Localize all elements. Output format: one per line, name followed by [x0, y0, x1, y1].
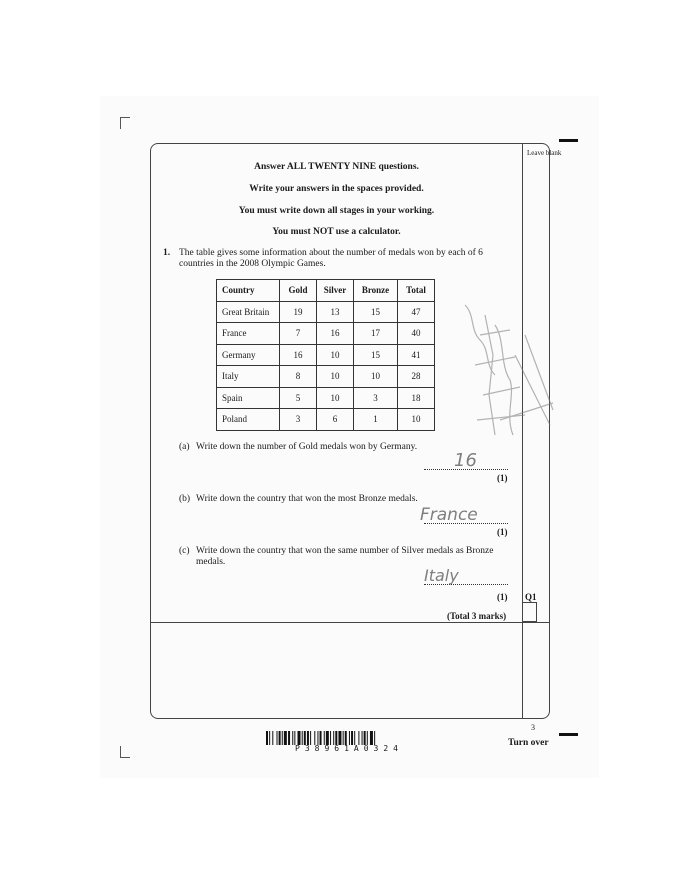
barcode-bar [330, 731, 331, 745]
barcode-bar [304, 731, 306, 745]
barcode-text: P38961A0324 [295, 744, 403, 753]
registration-mark-bottom [559, 733, 578, 736]
table-cell: 19 [280, 301, 317, 323]
crop-mark-bottom-left [120, 746, 130, 758]
table-cell: 16 [317, 323, 354, 345]
table-cell: 16 [280, 344, 317, 366]
medals-table [216, 279, 435, 431]
part-b-mark: (1) [497, 527, 508, 537]
table-cell: 10 [354, 366, 398, 388]
barcode [266, 731, 432, 745]
part-b-question: Write down the country that won the most Bronze medals. [196, 494, 418, 504]
barcode-bar [302, 731, 303, 745]
instruction-3: You must write down all stages in your working. [238, 206, 435, 216]
barcode-bar [351, 731, 353, 745]
part-a-answer-line [424, 469, 508, 470]
barcode-bar [358, 731, 359, 745]
barcode-bar [294, 731, 295, 745]
part-c-answer: Italy [424, 566, 459, 585]
table-cell: 1 [354, 409, 398, 431]
instruction-4: You must NOT use a calculator. [272, 227, 401, 237]
part-c-mark: (1) [497, 592, 508, 602]
table-cell: 6 [317, 409, 354, 431]
part-c-label: (c) [179, 546, 190, 556]
part-b-text [179, 494, 524, 505]
barcode-bar [292, 731, 293, 745]
part-b-label: (b) [179, 494, 191, 504]
table-row [217, 387, 435, 409]
barcode-bar [266, 731, 268, 745]
table-row [217, 301, 435, 323]
table-cell: 13 [317, 301, 354, 323]
table-cell: Poland [217, 409, 280, 431]
table-cell: 15 [354, 301, 398, 323]
table-cell: 10 [317, 344, 354, 366]
barcode-bar [345, 731, 347, 745]
barcode-bar [367, 731, 368, 745]
barcode-bar [354, 731, 355, 745]
table-cell: 3 [280, 409, 317, 431]
part-c-question: Write down the country that won the same number of Silver medals as Bronze [196, 546, 494, 556]
question-mark-box [523, 602, 537, 622]
table-cell: 10 [317, 366, 354, 388]
question-id-label: Q1 [525, 592, 537, 602]
table-row [217, 344, 435, 366]
barcode-bar [310, 731, 311, 745]
part-a-label: (a) [179, 442, 190, 452]
part-c-question-continued: medals. [196, 557, 226, 567]
barcode-bar [277, 731, 278, 745]
table-cell: Great Britain [217, 301, 280, 323]
table-cell: Italy [217, 366, 280, 388]
table-cell: 10 [398, 409, 435, 431]
barcode-bar [288, 731, 290, 745]
part-b-answer: France [420, 505, 478, 525]
table-row [217, 366, 435, 388]
question-text: The table gives some information about the number of medals won by each of 6 countries in the 2008 Olympic Games. [179, 248, 483, 269]
crop-mark-top-left [120, 117, 130, 129]
barcode-bar [272, 731, 273, 745]
table-header: Bronze [354, 280, 398, 302]
table-cell: 47 [398, 301, 435, 323]
barcode-bar [324, 731, 325, 745]
part-c-answer-line [424, 584, 508, 585]
barcode-bar [317, 731, 318, 745]
question-number: 1. [163, 248, 171, 258]
table-cell: France [217, 323, 280, 345]
part-a-mark: (1) [497, 473, 508, 483]
barcode-bar [335, 731, 337, 745]
table-cell: 5 [280, 387, 317, 409]
total-marks: (Total 3 marks) [447, 611, 507, 621]
table-header: Gold [280, 280, 317, 302]
barcode-bar [326, 731, 329, 745]
barcode-bar [364, 731, 366, 745]
instruction-2: Write your answers in the spaces provided. [249, 184, 424, 194]
table-cell: 41 [398, 344, 435, 366]
turn-over-label: Turn over [508, 738, 549, 748]
table-cell: 28 [398, 366, 435, 388]
table-cell: 3 [354, 387, 398, 409]
barcode-bar [314, 731, 315, 745]
table-header: Country [217, 280, 280, 302]
table-header-row [217, 280, 435, 302]
table-cell: 7 [280, 323, 317, 345]
table-header: Total [398, 280, 435, 302]
table-cell: 40 [398, 323, 435, 345]
barcode-bar [320, 731, 322, 745]
barcode-bar [279, 731, 281, 745]
part-a-question: Write down the number of Gold medals won by Germany. [196, 442, 418, 452]
barcode-bar [349, 731, 350, 745]
table-cell: 10 [317, 387, 354, 409]
barcode-bar [333, 731, 334, 745]
question-end-rule [150, 622, 550, 623]
table-cell: 17 [354, 323, 398, 345]
table-row [217, 409, 435, 431]
part-b-answer-line [424, 523, 508, 524]
part-a-answer: 16 [454, 450, 477, 471]
table-cell: Spain [217, 387, 280, 409]
table-cell: Germany [217, 344, 280, 366]
barcode-bar [343, 731, 344, 745]
table-cell: 8 [280, 366, 317, 388]
table-header: Silver [317, 280, 354, 302]
part-c-text [179, 546, 524, 568]
page-number: 3 [531, 723, 535, 732]
barcode-bar [307, 731, 309, 745]
barcode-bar [298, 731, 301, 745]
barcode-bar [374, 731, 375, 745]
barcode-bar [269, 731, 270, 745]
barcode-bar [362, 731, 363, 745]
leave-blank-label: Leave blank [527, 149, 562, 157]
barcode-bar [370, 731, 373, 745]
table-cell: 18 [398, 387, 435, 409]
barcode-bar [284, 731, 287, 745]
registration-mark-top [559, 139, 578, 142]
instruction-1: Answer ALL TWENTY NINE questions. [254, 162, 419, 172]
table-row [217, 323, 435, 345]
table-cell: 15 [354, 344, 398, 366]
barcode-bar [282, 731, 283, 745]
barcode-bar [338, 731, 341, 745]
